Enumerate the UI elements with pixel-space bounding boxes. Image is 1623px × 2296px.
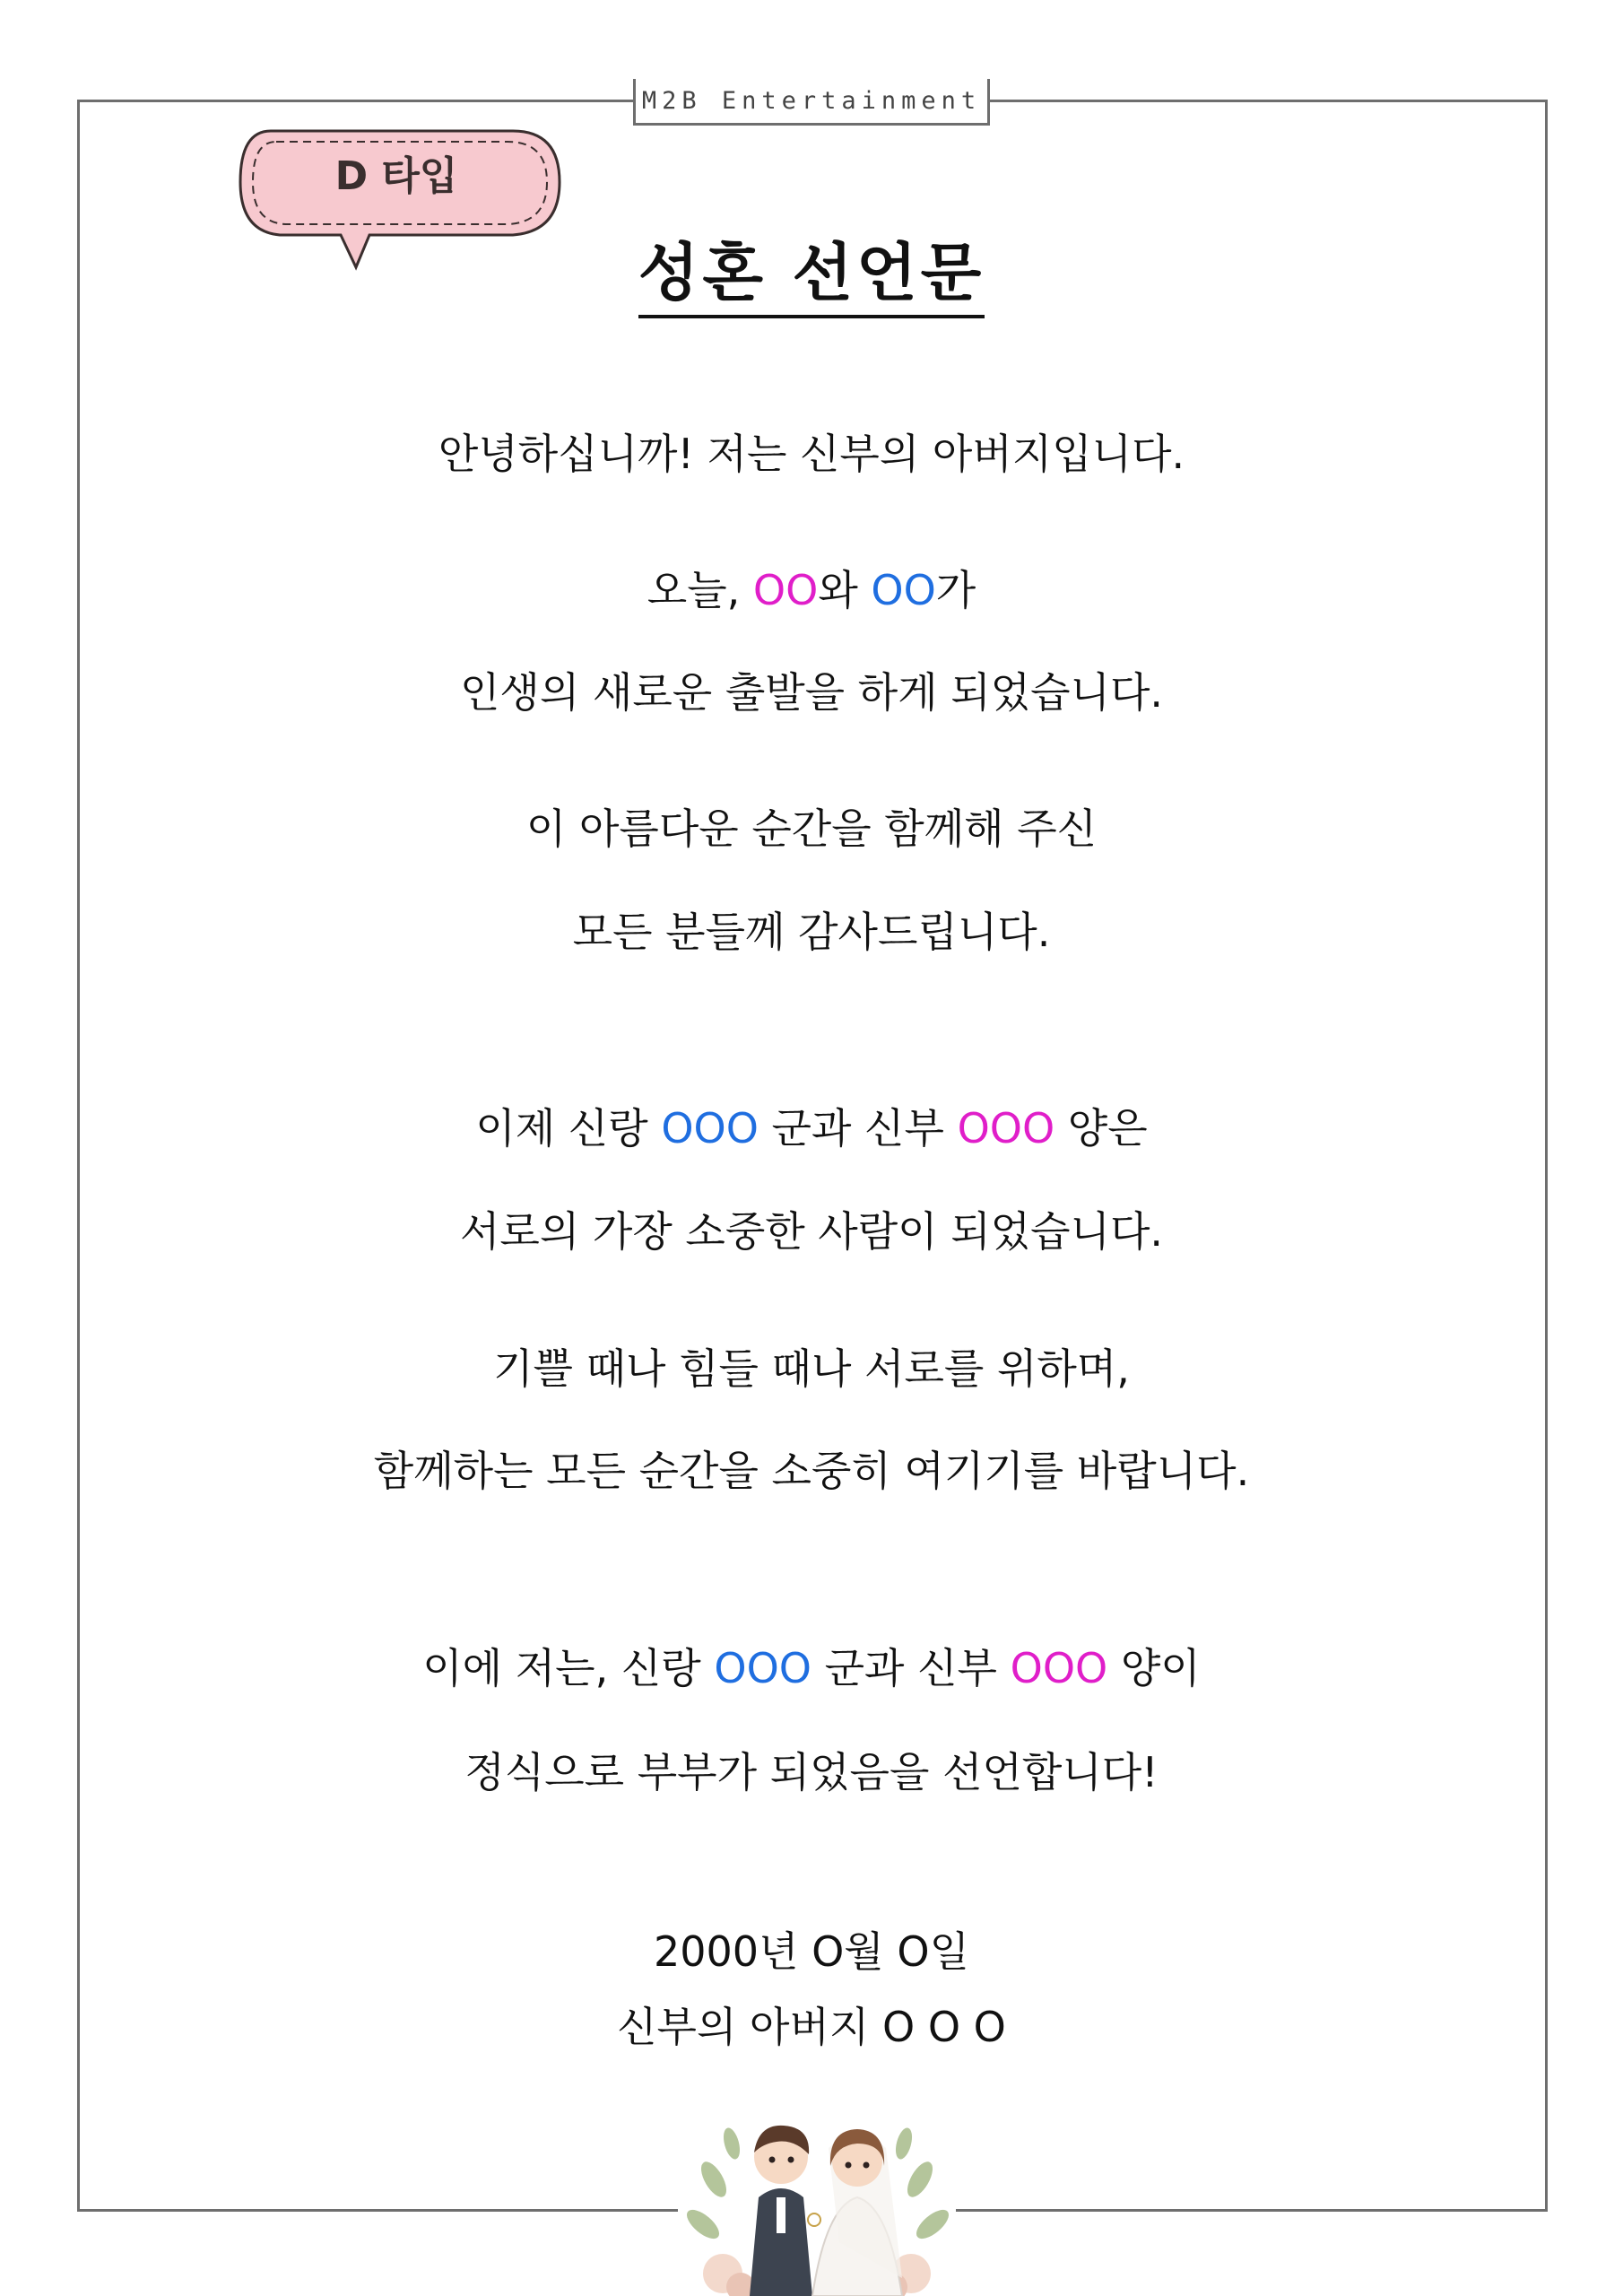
- bride-name-placeholder-2: OOO: [1010, 1644, 1108, 1692]
- precious-line: 서로의 가장 소중한 사람이 되었습니다.: [459, 1207, 1164, 1256]
- declare-line-1: 이에 저는, 신랑 OOO 군과 신부 OOO 양이: [422, 1644, 1201, 1692]
- declare-line-2: 정식으로 부부가 되었음을 선언합니다!: [464, 1748, 1159, 1796]
- wish-line-2: 함께하는 모든 순간을 소중히 여기기를 바랍니다.: [373, 1447, 1250, 1495]
- date-line: 2000년 O월 O일: [653, 1927, 970, 1976]
- groom-placeholder: OO: [871, 566, 936, 614]
- wish-line-1: 기쁠 때나 힘들 때나 서로를 위하며,: [493, 1344, 1130, 1393]
- brand-label: M2B Entertainment: [633, 79, 990, 126]
- start-line: 인생의 새로운 출발을 하게 되었습니다.: [459, 668, 1164, 717]
- groom-name-placeholder-2: OOO: [714, 1644, 812, 1692]
- thanks-line-2: 모든 분들께 감사드립니다.: [572, 908, 1051, 956]
- page-title: 성혼 선언문: [0, 222, 1623, 313]
- signature-line: 신부의 아버지 O O O: [617, 2003, 1006, 2051]
- page-frame: [77, 100, 1548, 2212]
- wedding-couple-illustration: [678, 2072, 956, 2296]
- bride-name-placeholder: OOO: [957, 1104, 1055, 1152]
- thanks-line-1: 이 아름다운 순간을 함께해 주신: [525, 804, 1098, 853]
- today-line: 오늘, OO와 OO가: [647, 566, 976, 614]
- couple-line: 이제 신랑 OOO 군과 신부 OOO 양은: [475, 1104, 1148, 1152]
- type-badge: D 타입: [334, 153, 458, 199]
- groom-name-placeholder: OOO: [661, 1104, 759, 1152]
- greeting-line: 안녕하십니까! 저는 신부의 아버지입니다.: [438, 430, 1185, 478]
- bride-placeholder: OO: [752, 566, 819, 614]
